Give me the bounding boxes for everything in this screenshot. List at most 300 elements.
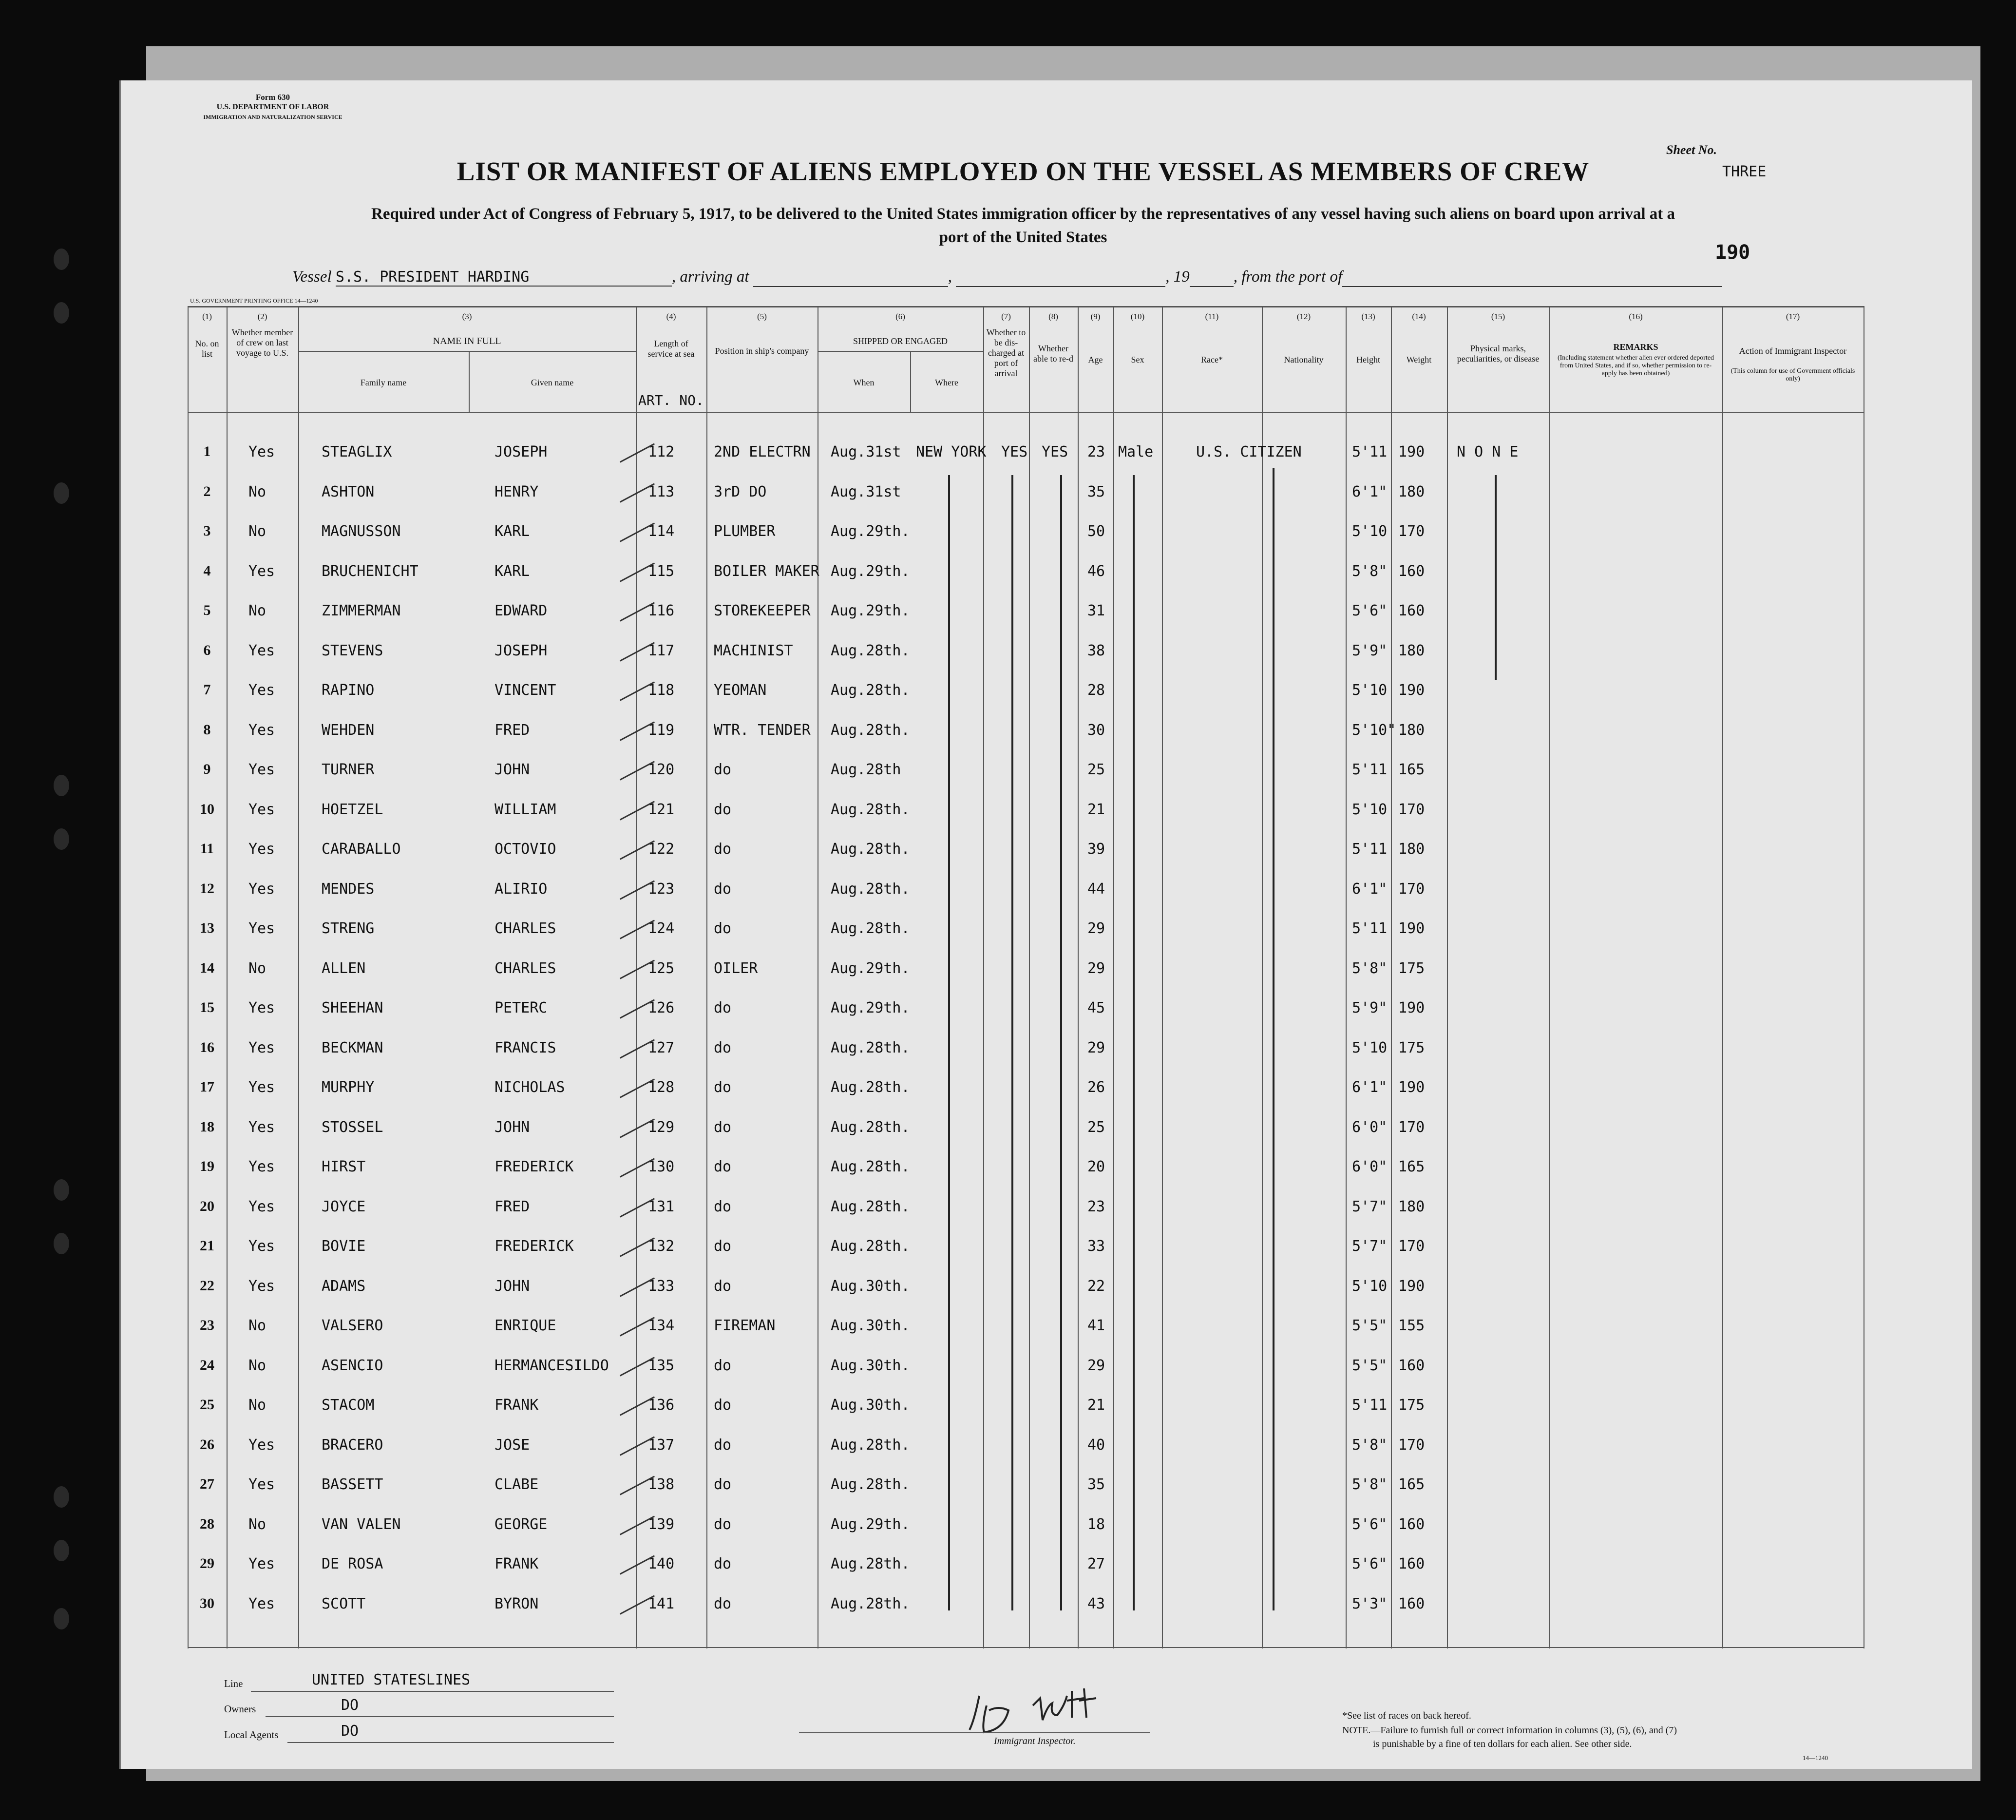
family-name: HOETZEL — [322, 801, 383, 818]
col-discharged: Whether to be dis-charged at port of arrival — [986, 327, 1026, 378]
height: 6'1" — [1352, 880, 1388, 898]
row-number: 18 — [200, 1118, 214, 1135]
printing-office: U.S. GOVERNMENT PRINTING OFFICE 14—1240 — [190, 297, 318, 304]
art-number: 140 — [648, 1555, 675, 1572]
position: do — [714, 841, 732, 858]
height: 5'8" — [1352, 959, 1388, 977]
column-number: (15) — [1491, 312, 1505, 321]
shipped-when: Aug.28th. — [831, 1118, 910, 1136]
given-name: FREDERICK — [494, 1158, 574, 1175]
row-number: 3 — [203, 523, 211, 539]
family-name: STACOM — [322, 1397, 375, 1414]
given-name: EDWARD — [494, 602, 548, 619]
family-name: BRACERO — [322, 1436, 383, 1454]
family-name: ZIMMERMAN — [322, 602, 401, 619]
art-number: 137 — [648, 1436, 675, 1454]
weight: 165 — [1398, 1158, 1425, 1175]
position: do — [714, 1079, 732, 1096]
crew-last-voyage: Yes — [248, 999, 275, 1016]
position: WTR. TENDER — [714, 721, 811, 739]
art-number: 119 — [648, 721, 675, 739]
given-name: CHARLES — [494, 920, 556, 937]
arriving-label: , arriving at — [671, 268, 749, 286]
punch-hole-icon — [54, 302, 69, 324]
crew-last-voyage: Yes — [248, 562, 275, 580]
column-number: (12) — [1296, 312, 1311, 321]
shipped-when: Aug.28th. — [831, 1476, 910, 1493]
age: 50 — [1087, 523, 1105, 540]
position: 2ND ELECTRN — [714, 443, 811, 460]
weight: 155 — [1398, 1317, 1425, 1334]
shipped-when: Aug.29th. — [831, 523, 910, 540]
family-name: ASHTON — [322, 483, 375, 500]
row-number: 2 — [203, 483, 211, 499]
discharged: YES — [1001, 443, 1028, 460]
shipped-when: Aug.29th. — [831, 999, 910, 1016]
punch-hole-icon — [54, 1233, 69, 1254]
weight: 190 — [1398, 682, 1425, 699]
page-title: LIST OR MANIFEST OF ALIENS EMPLOYED ON THE VESSEL AS MEMBERS OF CREW — [456, 156, 1590, 186]
shipped-when: Aug.30th. — [831, 1277, 910, 1295]
shipped-when: Aug.28th. — [831, 1595, 910, 1612]
crew-last-voyage: Yes — [248, 1118, 275, 1136]
position: FIREMAN — [714, 1317, 776, 1334]
row-number: 19 — [200, 1158, 214, 1174]
height: 6'1" — [1352, 483, 1388, 500]
col-action-note: (This column for use of Government officials only) — [1731, 367, 1855, 383]
age: 28 — [1087, 682, 1105, 699]
crew-last-voyage: Yes — [248, 801, 275, 818]
row-number: 13 — [200, 920, 214, 936]
row-number: 30 — [200, 1595, 214, 1611]
position: do — [714, 999, 732, 1016]
races-note: *See list of races on back hereof. — [1342, 1710, 1471, 1721]
weight: 170 — [1398, 1436, 1425, 1454]
weight: 160 — [1398, 602, 1425, 619]
age: 39 — [1087, 841, 1105, 858]
given-name: FRANK — [494, 1397, 539, 1414]
art-number: 135 — [648, 1357, 675, 1374]
shipped-where: NEW YORK — [916, 443, 987, 460]
weight: 175 — [1398, 1397, 1425, 1414]
family-name: MURPHY — [322, 1079, 375, 1096]
crew-last-voyage: No — [248, 483, 266, 500]
col-border — [1722, 306, 1723, 1648]
row-number: 25 — [200, 1397, 214, 1413]
shipped-when: Aug.29th. — [831, 1515, 910, 1533]
weight: 170 — [1398, 523, 1425, 540]
given-name: JOSE — [494, 1436, 530, 1454]
form-header — [202, 93, 343, 122]
shipped-when: Aug.28th. — [831, 1079, 910, 1096]
col-subdivider — [818, 351, 983, 352]
weight: 170 — [1398, 1118, 1425, 1136]
col-race: Race* — [1201, 355, 1223, 364]
row-number: 21 — [200, 1238, 214, 1254]
row-number: 8 — [203, 721, 211, 738]
inspector-signature — [950, 1676, 1135, 1740]
position: do — [714, 1555, 732, 1572]
art-number: 114 — [648, 523, 675, 540]
weight: 190 — [1398, 920, 1425, 937]
from-port-blank — [1342, 268, 1722, 287]
column-number: (6) — [895, 312, 905, 321]
crew-last-voyage: Yes — [248, 761, 275, 778]
given-name: VINCENT — [494, 682, 556, 699]
col-border — [188, 306, 189, 1648]
family-name: DE ROSA — [322, 1555, 383, 1572]
crew-last-voyage: Yes — [248, 841, 275, 858]
shipped-when: Aug.28th. — [831, 801, 910, 818]
family-name: BASSETT — [322, 1476, 383, 1493]
weight: 160 — [1398, 1555, 1425, 1572]
fine-note-2: is punishable by a fine of ten dollars for each alien. See other side. — [1373, 1739, 1632, 1749]
row-number: 26 — [200, 1436, 214, 1453]
age: 22 — [1087, 1277, 1105, 1295]
shipped-when: Aug.28th. — [831, 1555, 910, 1572]
art-number: 115 — [648, 562, 675, 580]
sheet-number: THREE — [1722, 163, 1767, 180]
art-number: 132 — [648, 1238, 675, 1255]
height: 6'0" — [1352, 1158, 1388, 1175]
position: BOILER MAKER — [714, 562, 819, 580]
agents-label: Local Agents — [224, 1729, 279, 1741]
shipped-when: Aug.30th. — [831, 1397, 910, 1414]
given-name: GEORGE — [494, 1515, 548, 1533]
family-name: STRENG — [322, 920, 375, 937]
col-crew-last-voyage: Whether member of crew on last voyage to U.S. — [231, 327, 293, 358]
col-border — [1549, 306, 1550, 1648]
position: OILER — [714, 959, 758, 977]
crew-last-voyage: Yes — [248, 880, 275, 898]
family-name: BOVIE — [322, 1238, 366, 1255]
art-number: 113 — [648, 483, 675, 500]
crew-last-voyage: No — [248, 1357, 266, 1374]
given-name: BYRON — [494, 1595, 539, 1612]
family-name: STOSSEL — [322, 1118, 383, 1136]
col-border — [1162, 306, 1163, 1648]
position: do — [714, 880, 732, 898]
age: 45 — [1087, 999, 1105, 1016]
position: PLUMBER — [714, 523, 776, 540]
col-border — [983, 306, 984, 1648]
row-number: 22 — [200, 1277, 214, 1294]
given-name: ENRIQUE — [494, 1317, 556, 1334]
family-name: MENDES — [322, 880, 375, 898]
family-name: ALLEN — [322, 959, 366, 977]
crew-last-voyage: Yes — [248, 682, 275, 699]
line-label: Line — [224, 1678, 243, 1689]
height: 5'11 — [1352, 761, 1388, 778]
family-name: TURNER — [322, 761, 375, 778]
row-number: 20 — [200, 1198, 214, 1214]
row-number: 4 — [203, 562, 211, 579]
shipped-when: Aug.28th. — [831, 721, 910, 739]
family-name: BECKMAN — [322, 1039, 383, 1056]
given-name: NICHOLAS — [494, 1079, 565, 1096]
weight: 160 — [1398, 1595, 1425, 1612]
column-number: (13) — [1361, 312, 1375, 321]
height: 6'1" — [1352, 1079, 1388, 1096]
age: 43 — [1087, 1595, 1105, 1612]
given-name: FREDERICK — [494, 1238, 574, 1255]
weight: 175 — [1398, 1039, 1425, 1056]
weight: 165 — [1398, 1476, 1425, 1493]
column-number: (16) — [1629, 312, 1643, 321]
page-subtitle — [234, 202, 1812, 249]
age: 41 — [1087, 1317, 1105, 1334]
given-name: CLABE — [494, 1476, 539, 1493]
height: 5'11 — [1352, 443, 1388, 460]
subtitle-line-2: port of the United States — [939, 229, 1107, 246]
shipped-when: Aug.29th. — [831, 959, 910, 977]
column-number: (14) — [1412, 312, 1426, 321]
column-number: (11) — [1205, 312, 1219, 321]
row-number: 10 — [200, 801, 214, 817]
punch-hole-icon — [54, 775, 69, 796]
shipped-when: Aug.31st — [831, 483, 901, 500]
age: 29 — [1087, 1357, 1105, 1374]
shipped-when: Aug.28th. — [831, 1436, 910, 1454]
year-label: , 19 — [1165, 268, 1190, 286]
art-number: 120 — [648, 761, 675, 778]
art-number: 134 — [648, 1317, 675, 1334]
given-name: FRANCIS — [494, 1039, 556, 1056]
physical-marks: N O N E — [1457, 443, 1519, 460]
row-number: 7 — [203, 682, 211, 698]
art-number: 139 — [648, 1515, 675, 1533]
given-name: FRANK — [494, 1555, 539, 1572]
column-number: (8) — [1048, 312, 1058, 321]
col-physical-marks: Physical marks, peculiarities, or disease — [1457, 344, 1540, 364]
age: 29 — [1087, 959, 1105, 977]
owners-value: DO — [341, 1697, 359, 1714]
ditto-line-marks — [1495, 475, 1497, 680]
family-name: ADAMS — [322, 1277, 366, 1295]
column-number: (5) — [757, 312, 767, 321]
crew-last-voyage: Yes — [248, 1079, 275, 1096]
shipped-when: Aug.28th. — [831, 642, 910, 659]
shipped-when: Aug.28th. — [831, 1238, 910, 1255]
height: 5'10 — [1352, 801, 1388, 818]
family-name: STEVENS — [322, 642, 383, 659]
height: 5'11 — [1352, 920, 1388, 937]
weight: 190 — [1398, 1079, 1425, 1096]
department: U.S. DEPARTMENT OF LABOR — [216, 103, 329, 111]
col-border — [1078, 306, 1079, 1648]
shipped-when: Aug.28th. — [831, 920, 910, 937]
col-border — [1346, 306, 1347, 1648]
art-number: 112 — [648, 443, 675, 460]
family-name: STEAGLIX — [322, 443, 392, 460]
year-blank — [1190, 268, 1234, 287]
position: do — [714, 1039, 732, 1056]
owners-label: Owners — [224, 1703, 256, 1715]
age: 33 — [1087, 1238, 1105, 1255]
family-name: BRUCHENICHT — [322, 562, 418, 580]
col-given-name: Given name — [531, 378, 574, 387]
ditto-line-sex — [1133, 475, 1135, 1610]
col-border — [1447, 306, 1448, 1648]
height: 5'7" — [1352, 1198, 1388, 1215]
from-port-label: , from the port of — [1233, 268, 1343, 286]
col-where: Where — [935, 378, 958, 387]
weight: 180 — [1398, 721, 1425, 739]
art-number: 126 — [648, 999, 675, 1016]
underline — [251, 1691, 614, 1692]
row-number: 11 — [200, 841, 214, 857]
line-value: UNITED STATESLINES — [312, 1671, 471, 1688]
weight: 160 — [1398, 1515, 1425, 1533]
punch-hole-icon — [54, 1179, 69, 1201]
column-number: (9) — [1090, 312, 1101, 321]
position: MACHINIST — [714, 642, 793, 659]
punch-hole-icon — [54, 828, 69, 850]
table-top-border — [188, 306, 1864, 307]
position: do — [714, 801, 732, 818]
age: 23 — [1087, 443, 1105, 460]
given-name: JOHN — [494, 1277, 530, 1295]
crew-last-voyage: No — [248, 1397, 266, 1414]
column-number: (1) — [202, 312, 212, 321]
age: 40 — [1087, 1436, 1105, 1454]
given-name: FRED — [494, 1198, 530, 1215]
vessel-name: S.S. PRESIDENT HARDING — [336, 268, 672, 287]
family-name: CARABALLO — [322, 841, 401, 858]
col-subdivider — [298, 351, 636, 352]
position: do — [714, 1476, 732, 1493]
weight: 160 — [1398, 562, 1425, 580]
age: 35 — [1087, 483, 1105, 500]
family-name: SHEEHAN — [322, 999, 383, 1016]
col-remarks-note: (Including statement whether alien ever ordered deported from United States, and if so, whether permission to re-apply has been obtained) — [1557, 354, 1714, 377]
shipped-when: Aug.29th. — [831, 562, 910, 580]
art-number: 141 — [648, 1595, 675, 1612]
given-name: PETERC — [494, 999, 548, 1016]
col-remarks: REMARKS — [1613, 342, 1658, 352]
ditto-line-race — [1273, 468, 1274, 1610]
height: 5'10 — [1352, 523, 1388, 540]
weight: 180 — [1398, 642, 1425, 659]
art-number: 129 — [648, 1118, 675, 1136]
art-number: 125 — [648, 959, 675, 977]
art-number: 117 — [648, 642, 675, 659]
col-position: Position in ship's company — [715, 346, 809, 356]
age: 18 — [1087, 1515, 1105, 1533]
position: STOREKEEPER — [714, 602, 811, 619]
row-number: 9 — [203, 761, 211, 777]
family-name: SCOTT — [322, 1595, 366, 1612]
age: 25 — [1087, 761, 1105, 778]
crew-last-voyage: Yes — [248, 642, 275, 659]
given-name: HENRY — [494, 483, 539, 500]
height: 5'11 — [1352, 1397, 1388, 1414]
height: 5'11 — [1352, 841, 1388, 858]
crew-last-voyage: Yes — [248, 1158, 275, 1175]
col-sex: Sex — [1131, 355, 1144, 364]
age: 23 — [1087, 1198, 1105, 1215]
shipped-when: Aug.30th. — [831, 1357, 910, 1374]
col-border — [1029, 306, 1030, 1648]
art-number: 127 — [648, 1039, 675, 1056]
column-number: (7) — [1001, 312, 1011, 321]
form-number: Form 630 — [255, 93, 290, 102]
shipped-when: Aug.28th. — [831, 1039, 910, 1056]
sheet-label: Sheet No. — [1666, 143, 1717, 157]
age: 46 — [1087, 562, 1105, 580]
ditto-line-able — [1060, 475, 1062, 1610]
weight: 190 — [1398, 443, 1425, 460]
art-number: 136 — [648, 1397, 675, 1414]
crew-last-voyage: Yes — [248, 1595, 275, 1612]
column-number: (3) — [462, 312, 472, 321]
family-name: ASENCIO — [322, 1357, 383, 1374]
art-number: 131 — [648, 1198, 675, 1215]
col-border — [298, 306, 299, 1648]
height: 5'6" — [1352, 602, 1388, 619]
family-name: VALSERO — [322, 1317, 383, 1334]
height: 5'6" — [1352, 1555, 1388, 1572]
crew-last-voyage: Yes — [248, 1277, 275, 1295]
inspector-label: Immigrant Inspector. — [994, 1736, 1076, 1746]
age: 29 — [1087, 1039, 1105, 1056]
col-no-on-list: No. on list — [195, 339, 219, 359]
crew-last-voyage: No — [248, 959, 266, 977]
weight: 160 — [1398, 1357, 1425, 1374]
age: 25 — [1087, 1118, 1105, 1136]
col-able-reship: Whether able to re-d — [1033, 344, 1073, 364]
art-number: 123 — [648, 880, 675, 898]
col-when: When — [853, 378, 875, 387]
form-code: 14—1240 — [1803, 1754, 1828, 1762]
col-action: Action of Immigrant Inspector — [1739, 346, 1847, 356]
column-number: (10) — [1130, 312, 1145, 321]
given-name: JOHN — [494, 1118, 530, 1136]
sex: Male — [1118, 443, 1154, 460]
shipped-when: Aug.28th. — [831, 841, 910, 858]
art-number: 124 — [648, 920, 675, 937]
weight: 180 — [1398, 1198, 1425, 1215]
vessel-label: Vessel — [292, 268, 332, 286]
art-number: 133 — [648, 1277, 675, 1295]
col-shipped: SHIPPED OR ENGAGED — [853, 336, 948, 346]
able-to-reship: YES — [1042, 443, 1068, 460]
crew-last-voyage: No — [248, 1317, 266, 1334]
art-number: 128 — [648, 1079, 675, 1096]
position: 3rD DO — [714, 483, 767, 500]
row-number: 15 — [200, 999, 214, 1015]
position: do — [714, 761, 732, 778]
position: do — [714, 1158, 732, 1175]
age: 27 — [1087, 1555, 1105, 1572]
fine-note-1: NOTE.—Failure to furnish full or correct information in columns (3), (5), (6), and (7) — [1342, 1725, 1677, 1736]
crew-last-voyage: Yes — [248, 920, 275, 937]
crew-last-voyage: Yes — [248, 721, 275, 739]
row-number: 5 — [203, 602, 211, 618]
crew-last-voyage: Yes — [248, 1039, 275, 1056]
race: U.S. CITIZEN — [1196, 443, 1302, 460]
arriving-blank — [753, 268, 948, 287]
row-number: 1 — [203, 443, 211, 460]
crew-last-voyage: Yes — [248, 1238, 275, 1255]
page-number: 190 — [1715, 241, 1750, 264]
shipped-when: Aug.28th. — [831, 1158, 910, 1175]
col-age: Age — [1088, 355, 1103, 364]
crew-last-voyage: No — [248, 602, 266, 619]
col-name-in-full: NAME IN FULL — [433, 336, 501, 346]
date-blank — [956, 268, 1165, 287]
col-border — [706, 306, 707, 1648]
